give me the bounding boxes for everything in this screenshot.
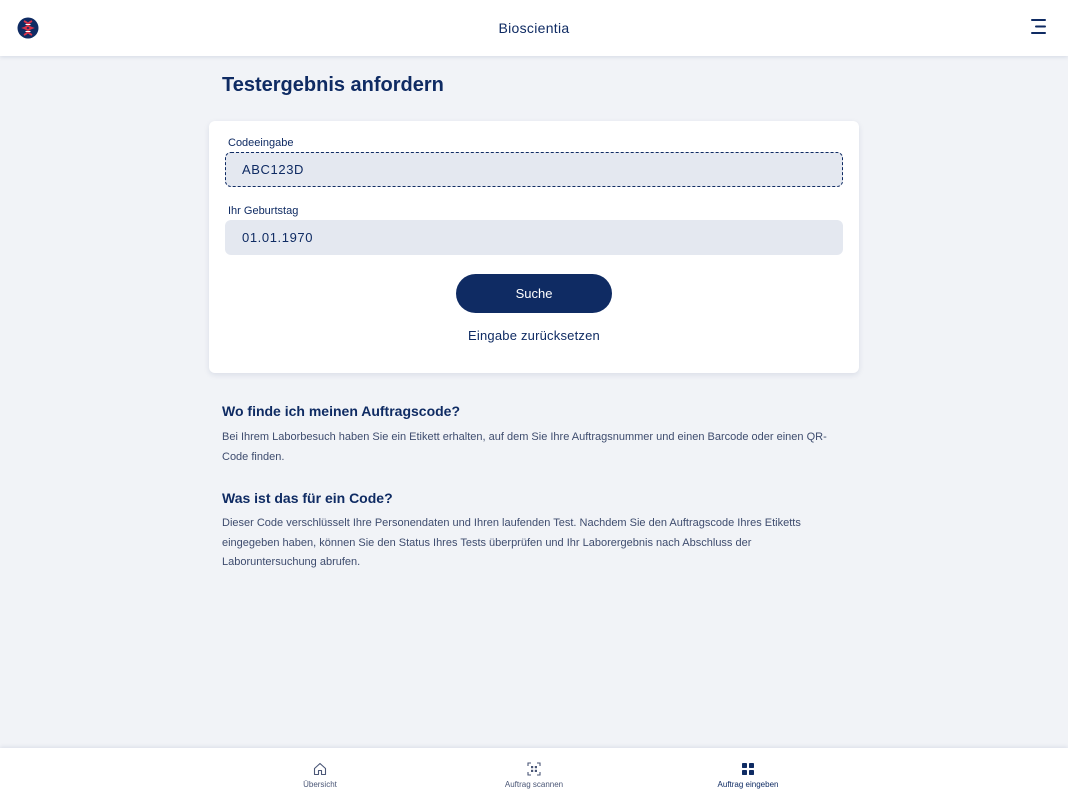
scan-icon xyxy=(527,762,541,776)
search-button[interactable]: Suche xyxy=(456,274,612,313)
home-icon xyxy=(313,762,327,776)
code-input[interactable] xyxy=(225,152,843,187)
nav-item-enter-order[interactable] xyxy=(688,748,808,800)
faq-question-2: Was ist das für ein Code? xyxy=(222,490,393,506)
nav-label-scan: Auftrag scannen xyxy=(504,780,564,789)
faq-answer-2: Dieser Code verschlüsselt Ihre Personendaten und Ihren laufenden Test. Nachdem Sie den Auftragscode Ihres Etiketts eingegeben haben, können Sie den Status Ihres Tests überprüfen und Ihr Laborergebnis nach Abschluss der Laboruntersuchung abrufen. xyxy=(222,517,801,568)
top-bar xyxy=(0,0,1068,56)
page-title: Testergebnis anfordern xyxy=(222,74,444,96)
menu-icon[interactable] xyxy=(1030,18,1046,36)
reset-input-link[interactable]: Eingabe zurücksetzen xyxy=(468,328,600,343)
code-label: Codeeingabe xyxy=(228,137,294,149)
bottom-navigation xyxy=(0,748,1068,800)
app-title: Bioscientia xyxy=(498,20,570,36)
nav-item-scan[interactable] xyxy=(474,748,594,800)
grid-icon xyxy=(741,762,755,776)
bioscientia-logo-icon[interactable] xyxy=(17,17,39,39)
nav-label-overview: Übersicht xyxy=(303,780,337,789)
faq-answer-1: Bei Ihrem Laborbesuch haben Sie ein Etikett erhalten, auf dem Sie Ihre Auftragsnummer und einen Barcode oder einen QR-Code finden. xyxy=(222,431,827,463)
faq-question-1: Wo finde ich meinen Auftragscode? xyxy=(222,403,461,419)
nav-label-enter-order: Auftrag eingeben xyxy=(717,780,779,789)
nav-item-overview[interactable] xyxy=(260,748,380,800)
code-entry-card xyxy=(209,121,859,373)
birthday-input[interactable] xyxy=(225,220,843,255)
birthday-label: Ihr Geburtstag xyxy=(228,205,299,217)
